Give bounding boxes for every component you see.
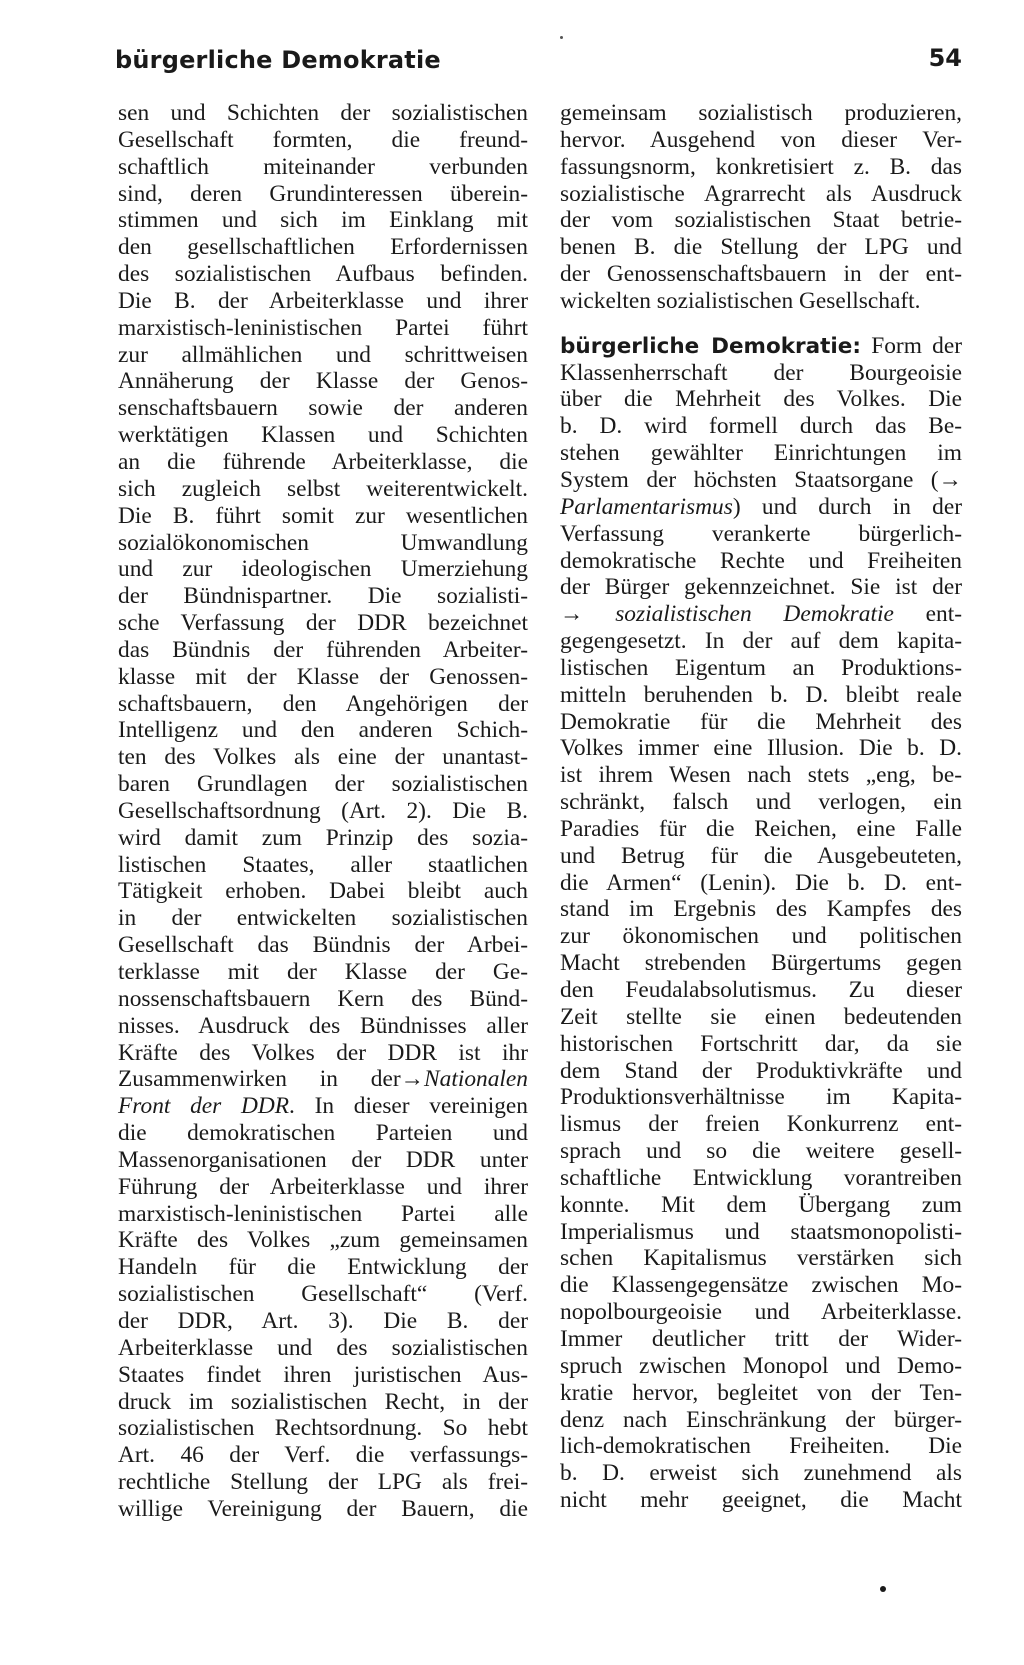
text-line: die Armen“ (Lenin). Die b. D. ent- <box>560 869 962 896</box>
text-line: der Genossenschaftsbauern in der ent- <box>560 261 962 288</box>
text-line: historischen Fortschritt dar, da sie <box>560 1030 962 1057</box>
text-line: marxistisch-leninistischen Partei alle <box>118 1200 528 1227</box>
entry-separator <box>560 315 962 333</box>
text-line: Die B. führt somit zur wesentlichen <box>118 502 528 529</box>
text-line: über die Mehrheit des Volkes. Die <box>560 386 962 413</box>
text-line: Klassenherrschaft der Bourgeoisie <box>560 359 962 386</box>
text-line: Demokratie für die Mehrheit des <box>560 708 962 735</box>
xref-link: sozialistischen Demokratie <box>615 601 894 628</box>
text-line: den Feudalabsolutismus. Zu dieser <box>560 977 962 1003</box>
text-line: der vom sozialistischen Staat betrie- <box>560 207 962 234</box>
text-line: gemeinsam sozialistisch produzieren, <box>560 100 962 126</box>
text-line: schaftsbauern, den Angehörigen der <box>118 690 528 717</box>
text-line: Kräfte des Volkes der DDR ist ihr <box>118 1039 528 1066</box>
text-line: mitteln beruhenden b. D. bleibt reale <box>560 681 962 708</box>
text-line: Produktionsverhältnisse im Kapita- <box>560 1084 962 1111</box>
text-line: werktätigen Klassen und Schichten <box>118 422 528 449</box>
text-line: hervor. Ausgehend von dieser Ver- <box>560 126 962 153</box>
text-line: b. D. erweist sich zunehmend als <box>560 1460 962 1487</box>
text-line: wird damit zum Prinzip des sozia- <box>118 824 528 851</box>
text-line: lismus der freien Konkurrenz ent- <box>560 1111 962 1138</box>
text-line: Staates findet ihren juristischen Aus- <box>118 1361 528 1388</box>
text-line: nisses. Ausdruck des Bündnisses aller <box>118 1012 528 1039</box>
text-line: zur ökonomischen und politischen <box>560 923 962 950</box>
entry-body <box>560 360 962 1514</box>
text-line: schaftliche Entwicklung vorantreiben <box>560 1164 962 1191</box>
entry-first-line-rest: Form der <box>871 332 962 359</box>
text-line: an die führende Arbeiterklasse, die <box>118 448 528 475</box>
text-line: Art. 46 der Verf. die verfassungs- <box>118 1442 528 1469</box>
text-line: nopolbourgeoisie und Arbeiterklasse. <box>560 1299 962 1326</box>
text-line: benen B. die Stellung der LPG und <box>560 234 962 261</box>
text-line: sen und Schichten der sozialistischen <box>118 100 528 126</box>
text-line: Arbeiterklasse und des sozialistischen <box>118 1334 528 1361</box>
entry-first-line <box>560 333 962 360</box>
text-line: Macht strebenden Bürgertums gegen <box>560 950 962 977</box>
right-column <box>560 100 962 1514</box>
xref-lead: Zusammenwirken in der <box>118 1066 401 1093</box>
text-line: und Betrug für die Ausgebeuteten, <box>560 842 962 869</box>
text-line: wickelten sozialistischen Gesellschaft. <box>560 287 921 314</box>
text-line: Imperialismus und staatsmonopolisti- <box>560 1218 962 1245</box>
text-line: fassungsnorm, konkretisiert z. B. das <box>560 153 962 180</box>
text-line: sind, deren Grundinteressen überein- <box>118 180 528 207</box>
text-line: schen Kapitalismus verstärken sich <box>560 1245 962 1272</box>
entry-headword: bürgerliche Demokratie: <box>560 333 861 359</box>
text-line: Gesellschaft das Bündnis der Arbei- <box>118 932 528 959</box>
print-speck <box>560 36 563 39</box>
text-line: Annäherung der Klasse der Genos- <box>118 368 528 395</box>
text-line: der Bündnispartner. Die sozialisti- <box>118 583 528 610</box>
text-line: dem Stand der Produktivkräfte und <box>560 1057 962 1084</box>
running-title: bürgerliche Demokratie <box>115 46 441 74</box>
page-dot-mark <box>880 1586 886 1592</box>
text-line: Handeln für die Entwicklung der <box>118 1254 528 1281</box>
text-line: Tätigkeit erhoben. Dabei bleibt auch <box>118 878 528 905</box>
text-line: Immer deutlicher tritt der Wider- <box>560 1325 962 1352</box>
text-line: sich zugleich selbst weiterentwickelt. <box>118 475 528 502</box>
xref-link: Parlamentarismus <box>560 493 733 520</box>
text-line: des sozialistischen Aufbaus befinden. <box>118 261 528 288</box>
text-line: Gesellschaftsordnung (Art. 2). Die B. <box>118 797 528 824</box>
xref-link: Nationalen <box>424 1066 528 1093</box>
text-line: Kräfte des Volkes „zum gemeinsamen <box>118 1227 528 1254</box>
text-line: System der höchsten Staatsorgane (→ <box>560 466 962 493</box>
text-line: Verfassung verankerte bürgerlich- <box>560 520 962 547</box>
text-line: das Bündnis der führenden Arbeiter- <box>118 636 528 663</box>
text-line: demokratische Rechte und Freiheiten <box>560 547 962 574</box>
text-line: Die B. der Arbeiterklasse und ihrer <box>118 287 528 314</box>
text-line: konnte. Mit dem Übergang zum <box>560 1191 962 1218</box>
text-line: Paradies für die Reichen, eine Falle <box>560 815 962 842</box>
text-line: sozialistische Agrarrecht als Ausdruck <box>560 180 962 207</box>
text-line: gegengesetzt. In der auf dem kapita- <box>560 628 962 655</box>
text-line: ten des Volkes als eine der unantast- <box>118 744 528 771</box>
text-line: nicht mehr geeignet, die Macht <box>560 1487 962 1514</box>
text-line: der Bürger gekennzeichnet. Sie ist der <box>560 574 962 601</box>
text-line: stand im Ergebnis des Kampfes des <box>560 896 962 923</box>
text-line: rechtliche Stellung der LPG als frei- <box>118 1469 528 1496</box>
continued-entry-text <box>560 100 962 315</box>
text-line <box>118 1066 528 1093</box>
text-line: und zur ideologischen Umerziehung <box>118 556 528 583</box>
text-line: Massenorganisationen der DDR unter <box>118 1146 528 1173</box>
text-line: sozialökonomischen Umwandlung <box>118 529 528 556</box>
text-line: klasse mit der Klasse der Genossen- <box>118 663 528 690</box>
text-line: schränkt, falsch und verlogen, ein <box>560 789 962 816</box>
text-line: ist ihrem Wesen nach stets „eng, be- <box>560 762 962 789</box>
text-line: Intelligenz und den anderen Schich- <box>118 717 528 744</box>
text-line: stehen gewählter Einrichtungen im <box>560 440 962 467</box>
text-line: willige Vereinigung der Bauern, die <box>118 1495 528 1522</box>
text-line: terklasse mit der Klasse der Ge- <box>118 959 528 985</box>
text-line: sozialistischen Rechtsordnung. So hebt <box>118 1415 528 1442</box>
text-line: Front der DDR. In dieser vereinigen <box>118 1093 528 1120</box>
text-line: druck im sozialistischen Recht, in der <box>118 1388 528 1415</box>
text-line: Gesellschaft formten, die freund- <box>118 126 528 153</box>
text-line: senschaftsbauern sowie der anderen <box>118 395 528 422</box>
text-line: die Klassengegensätze zwischen Mo- <box>560 1272 962 1299</box>
text-line: denz nach Einschränkung der bürger- <box>560 1406 962 1433</box>
text-line: zur allmählichen und schrittweisen <box>118 341 528 368</box>
text-line: stimmen und sich im Einklang mit <box>118 207 528 234</box>
text-line: kratie hervor, begleitet von der Ten- <box>560 1379 962 1406</box>
text-line: marxistisch-leninistischen Partei führt <box>118 314 528 341</box>
text-line: den gesellschaftlichen Erfordernissen <box>118 234 528 261</box>
text-line: Volkes immer eine Illusion. Die b. D. <box>560 735 962 762</box>
text-line: b. D. wird formell durch das Be- <box>560 413 962 440</box>
text-line: die demokratischen Parteien und <box>118 1120 528 1147</box>
text-line: nossenschaftsbauern Kern des Bünd- <box>118 985 528 1012</box>
page-number: 54 <box>928 44 962 72</box>
text-line: Führung der Arbeiterklasse und ihrer <box>118 1173 528 1200</box>
text-line: in der entwickelten sozialistischen <box>118 905 528 932</box>
text-line: der DDR, Art. 3). Die B. der <box>118 1307 528 1334</box>
text-line: listischen Eigentum an Produktions- <box>560 654 962 681</box>
text-line: sprach und so die weitere gesell- <box>560 1138 962 1165</box>
text-line: lich-demokratischen Freiheiten. Die <box>560 1433 962 1460</box>
text-line: baren Grundlagen der sozialistischen <box>118 771 528 798</box>
text-line: listischen Staates, aller staatlichen <box>118 851 528 878</box>
text-line: sche Verfassung der DDR bezeichnet <box>118 610 528 637</box>
xref-arrow-icon: → <box>560 601 616 628</box>
text-line: sozialistischen Gesellschaft“ (Verf. <box>118 1281 528 1308</box>
text-line: spruch zwischen Monopol und Demo- <box>560 1352 962 1379</box>
left-column <box>118 100 528 1523</box>
text-line: → sozialistischen Demokratie ent- <box>560 601 962 628</box>
text-line: Parlamentarismus) und durch in der <box>560 493 962 520</box>
xref-link-cont: Front der DDR <box>118 1093 290 1120</box>
text-line: schaftlich miteinander verbunden <box>118 153 528 180</box>
text-line: Zeit stellte sie einen bedeutenden <box>560 1003 962 1030</box>
xref-arrow-icon: → <box>400 1066 425 1093</box>
